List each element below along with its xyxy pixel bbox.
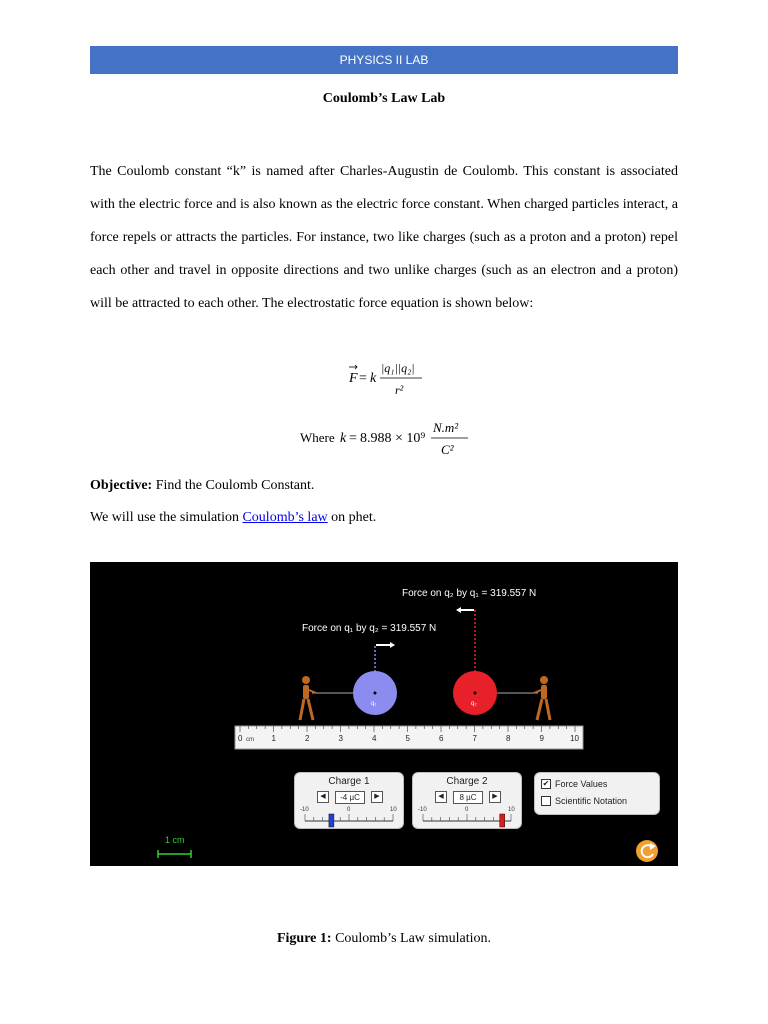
charge-1-title: Charge 1 (328, 776, 370, 787)
svg-text:=: = (349, 431, 357, 446)
figure-label: Figure 1: (276, 931, 332, 946)
objective-text: Find the Coulomb Constant. (152, 478, 315, 493)
right-puller-figure-icon (534, 676, 550, 720)
scientific-notation-label: Scientific Notation (555, 796, 628, 806)
figure-caption (90, 931, 678, 947)
figure-caption-text: Coulomb’s Law simulation. (331, 931, 492, 946)
ruler-tick-label: 1 (271, 734, 276, 743)
scale-bar-label: 1 cm (165, 835, 185, 845)
svg-text:=: = (359, 371, 367, 386)
coulombs-law-link[interactable]: Coulomb’s law (242, 510, 328, 525)
force-values-checkbox[interactable] (541, 779, 607, 789)
simulation-sentence: We will use the simulation Coulomb’s law on phet. (90, 510, 377, 525)
charge-2-slider[interactable] (413, 803, 521, 828)
charge-1-value: -4 µC (335, 791, 365, 804)
k-value: 8.988 × 10⁹ (360, 431, 426, 446)
options-panel (534, 772, 660, 815)
objective-label: Objective: (90, 478, 153, 493)
ruler-tick-label: 4 (372, 734, 377, 743)
charge-1-slider-thumb (329, 814, 334, 827)
ruler-tick-label: 5 (405, 734, 410, 743)
where-label: Where (300, 430, 335, 445)
svg-text:cm: cm (246, 737, 254, 743)
ruler-tick-label: 3 (338, 734, 343, 743)
ruler-tick-label: 2 (305, 734, 310, 743)
charge-1-panel (294, 772, 404, 829)
charge-2-decrease-button[interactable]: ◀ (435, 791, 447, 803)
scientific-notation-checkbox[interactable] (541, 796, 627, 806)
charge-1-increase-button[interactable]: ▶ (371, 791, 383, 803)
coulombs-law-simulation (90, 562, 678, 866)
ruler-tick-label: 9 (539, 734, 544, 743)
svg-text:q₂: q₂ (471, 701, 477, 707)
scientific-notation-check-icon (541, 796, 551, 806)
svg-text:k: k (340, 431, 347, 446)
ruler-tick-label: 0 (238, 734, 243, 743)
force-values-check-icon: ✔ (542, 779, 550, 788)
equation-numerator: |q₁||q₂| (381, 361, 415, 375)
left-puller-figure-icon (300, 676, 316, 720)
unit-numerator: N.m² (433, 420, 459, 435)
force-on-q1-label: Force on q₁ by q₂ = 319.557 N (302, 623, 437, 634)
charge-2-slider-thumb (500, 814, 505, 827)
ruler-tick-label: 6 (439, 734, 444, 743)
force-values-label: Force Values (555, 779, 608, 789)
ruler[interactable] (235, 726, 583, 749)
intro-paragraph: The Coulomb constant “k” is named after Charles-Augustin de Coulomb. This constant is associated with the electric force and is also known as the electric force constant. When charged particles interact, a force repels or attracts the particles. For instance, two like charges (such as a proton and a proton) repel each other and travel in opposite directions and two unlike charges (such as an electron and a proton) will be attracted to each other. The electrostatic force equation is shown below: (90, 164, 678, 311)
charge-2-value: 8 µC (453, 791, 483, 804)
k-symbol: k (370, 371, 377, 386)
charge-2-increase-button[interactable]: ▶ (489, 791, 501, 803)
svg-text:q₁: q₁ (371, 701, 377, 707)
ruler-tick-label: 7 (472, 734, 477, 743)
lab-header-band: PHYSICS II LAB (90, 46, 678, 74)
charge-1-slider[interactable] (295, 803, 403, 828)
unit-denominator: C² (441, 442, 454, 457)
svg-text:-10: -10 (418, 807, 427, 813)
force-on-q2-label: Force on q₂ by q₁ = 319.557 N (402, 588, 537, 599)
document-title: Coulomb’s Law Lab (322, 91, 446, 106)
charge-1-decrease-button[interactable]: ◀ (317, 791, 329, 803)
k-value-equation (298, 414, 488, 460)
objective-line (90, 478, 314, 494)
reset-all-button[interactable] (636, 840, 658, 862)
equation-denominator: r² (395, 383, 404, 397)
svg-text:10: 10 (508, 807, 515, 813)
coulomb-force-equation (344, 352, 444, 402)
svg-text:0: 0 (347, 807, 351, 813)
charge-2-title: Charge 2 (446, 776, 488, 787)
svg-text:10: 10 (390, 807, 397, 813)
force-symbol: F (349, 371, 358, 386)
ruler-tick-label: 10 (570, 734, 579, 743)
svg-text:0: 0 (465, 807, 469, 813)
charge-2-panel (412, 772, 522, 829)
ruler-tick-label: 8 (506, 734, 511, 743)
svg-text:-10: -10 (300, 807, 309, 813)
